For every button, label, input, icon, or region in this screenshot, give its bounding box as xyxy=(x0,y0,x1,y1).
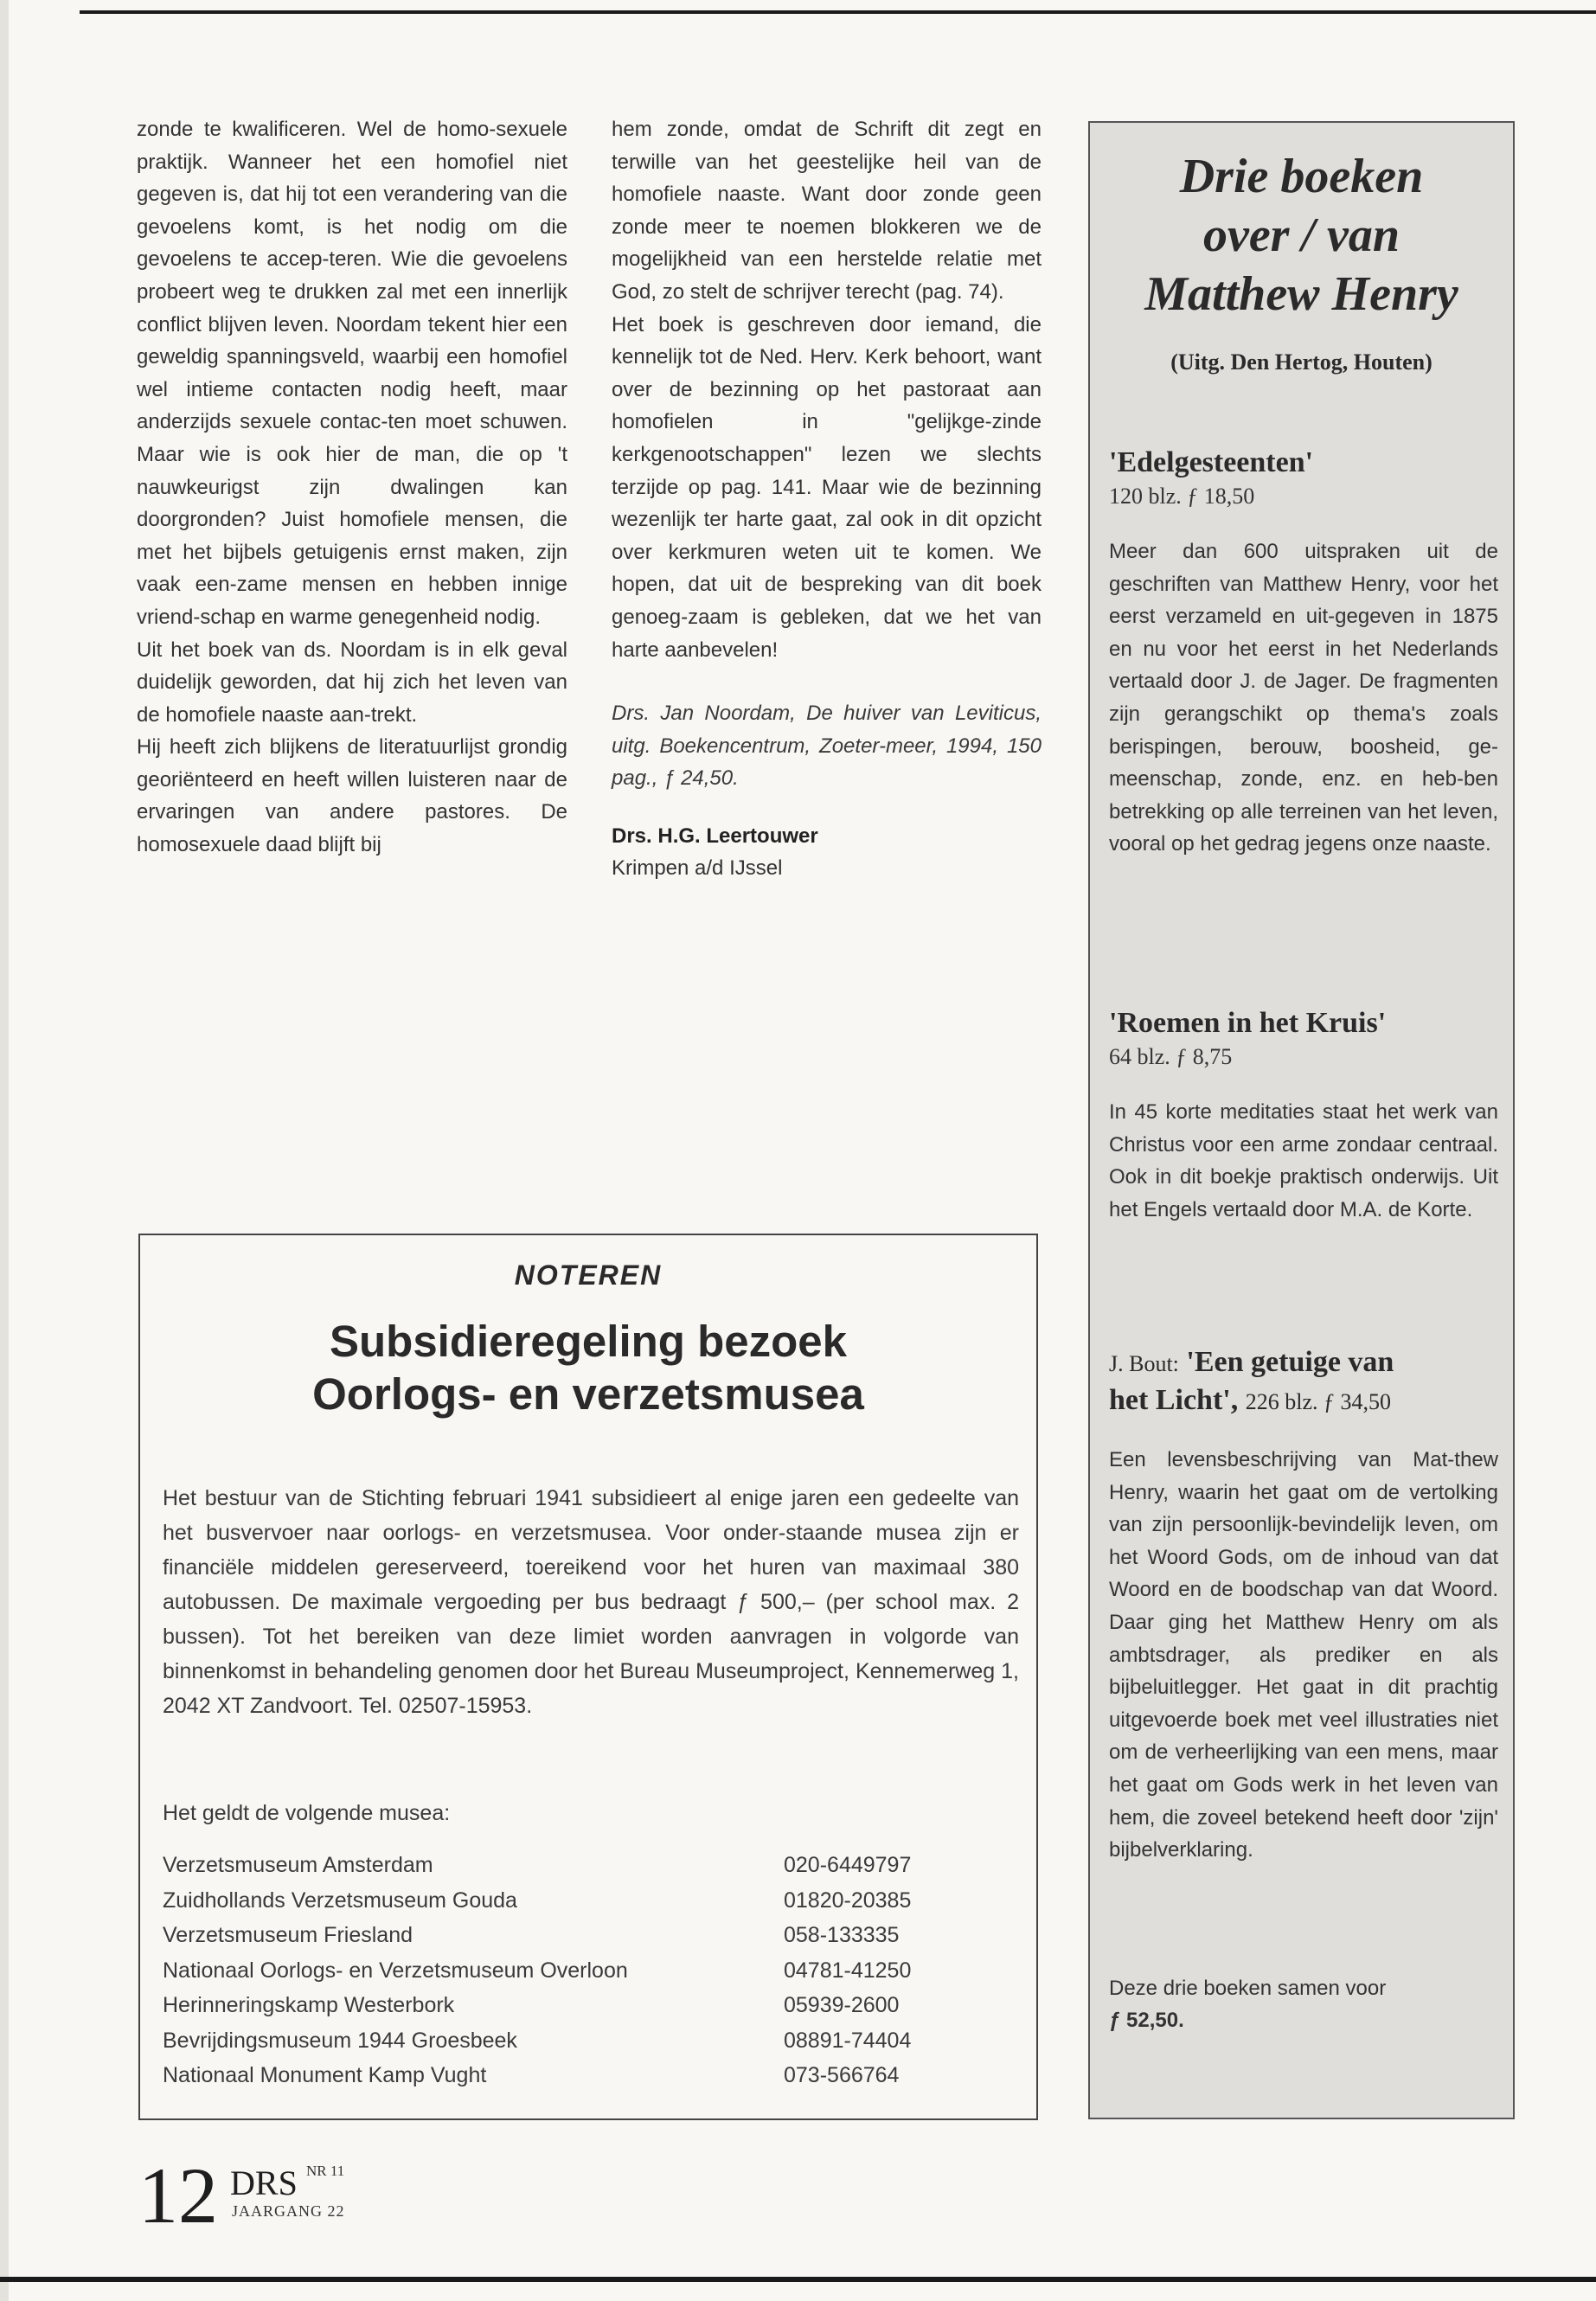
museum-phone: 020-6449797 xyxy=(784,1853,912,1877)
sidebar-title-line-3: Matthew Henry xyxy=(1144,267,1458,321)
page-number: 12 xyxy=(138,2151,218,2240)
book-price: 120 blz. ƒ 18,50 xyxy=(1109,484,1255,509)
page-edge xyxy=(0,0,9,2301)
book-entry xyxy=(1109,1005,1498,1226)
issue-number: NR 11 xyxy=(306,2163,345,2179)
book-sidebar xyxy=(1088,121,1515,2119)
book-entry xyxy=(1109,445,1498,861)
museum-row xyxy=(163,2023,1019,2059)
museum-phone: 01820-20385 xyxy=(784,1888,912,1913)
book-source: Drs. Jan Noordam, De huiver van Leviticus, uitg. Boekencentrum, Zoeter-meer, 1994, 150 pag., ƒ 24,50. xyxy=(612,702,1042,791)
notice-title-line-1: Subsidieregeling bezoek xyxy=(330,1317,847,1366)
review-paragraph: Hij heeft zich blijkens de literatuurlijst grondig georiënteerd en heeft willen luisteren naar de ervaringen van andere pastores. De homosexuele daad blijft bij xyxy=(137,735,567,857)
museum-intro: Het geldt de volgende musea: xyxy=(163,1801,451,1825)
book-title: 'Edelgesteenten' xyxy=(1109,446,1314,478)
museum-phone: 08891-74404 xyxy=(784,2028,912,2053)
book-title: 'Een getuige van xyxy=(1186,1346,1394,1378)
museum-phone: 04781-41250 xyxy=(784,1958,912,1983)
review-column-1 xyxy=(137,113,567,862)
book-price: 64 blz. ƒ 8,75 xyxy=(1109,1044,1233,1069)
museum-name: Bevrijdingsmuseum 1944 Groesbeek xyxy=(163,2028,517,2053)
museum-name: Nationaal Monument Kamp Vught xyxy=(163,2063,487,2087)
museum-row xyxy=(163,2058,1019,2093)
sidebar-publisher: (Uitg. Den Hertog, Houten) xyxy=(1170,349,1433,375)
book-description: Meer dan 600 uitspraken uit de geschriften van Matthew Henry, voor het eerst verzameld en uit-gegeven in 1875 en nu voor het eerst in het Nederlands vertaald door J. de Jager. De fragmenten zijn gerangschikt op thema's zoals berispingen, berouw, boosheid, ge-meenschap, zonde, enz. en heb-ben betrekking op alle terreinen van het leven, vooral op het gedrag jegens onze naaste. xyxy=(1109,540,1498,856)
book-author: J. Bout: xyxy=(1109,1351,1179,1376)
author-place: Krimpen a/d IJssel xyxy=(612,856,783,881)
notice-box xyxy=(138,1234,1038,2120)
museum-phone: 073-566764 xyxy=(784,2063,900,2087)
notice-label: NOTEREN xyxy=(514,1259,663,1291)
top-rule xyxy=(80,10,1596,14)
sidebar-title-line-1: Drie boeken xyxy=(1179,150,1424,203)
notice-title xyxy=(140,1315,1036,1420)
book-title: 'Roemen in het Kruis' xyxy=(1109,1007,1387,1039)
magazine-name: DRS xyxy=(230,2163,298,2202)
review-author: Drs. H.G. Leertouwer xyxy=(612,824,818,848)
book-description: Een levensbeschrijving van Mat-thew Henry, waarin het gaat om de vertolking van zijn persoonlijk-bevindelijk leven, om het Woord Gods, om de inhoud van dat Woord en de boodschap van dat Woord. Daar ging het Matthew Henry om als ambtsdrager, als prediker en als bijbeluitlegger. Het gaat in dit prachtig uitgevoerde boek met veel illustraties niet om de verheerlijking van een mens, maar het gaat om Gods werk in het leven van hem, die zoveel betekend heeft door 'zijn' bijbelverklaring. xyxy=(1109,1448,1498,1862)
review-column-2 xyxy=(612,113,1042,885)
bundle-price: ƒ 52,50. xyxy=(1109,2009,1184,2032)
book-title-block xyxy=(1109,1344,1498,1420)
review-paragraph: Uit het boek van ds. Noordam is in elk geval duidelijk geworden, dat hij zich het leven van de homofiele naaste aan-trekt. xyxy=(137,638,567,727)
museum-row xyxy=(163,1953,1019,1989)
notice-body: Het bestuur van de Stichting februari 1941 subsidieert al enige jaren een gedeelte van het busvervoer naar oorlogs- en verzetsmusea. Voor onder-staande musea zijn er financiële middelen gereserveerd, toereikend voor het huren van maximaal 380 autobussen. De maximale vergoeding per bus bedraagt ƒ 500,– (per school max. 2 bussen). Tot het bereiken van deze limiet worden aanvragen in volgorde van binnenkomst in behandeling genomen door het Bureau Museumproject, Kennemerweg 1, 2042 XT Zandvoort. Tel. 02507-15953. xyxy=(163,1486,1019,1718)
sidebar-title xyxy=(1090,147,1513,324)
book-description: In 45 korte meditaties staat het werk van Christus voor een arme zondaar centraal. Ook in dit boekje praktisch onderwijs. Uit het Engels vertaald door M.A. de Korte. xyxy=(1109,1100,1498,1221)
museum-name: Zuidhollands Verzetsmuseum Gouda xyxy=(163,1888,517,1913)
museum-name: Verzetsmuseum Amsterdam xyxy=(163,1853,433,1877)
museum-row xyxy=(163,1918,1019,1953)
museum-name: Nationaal Oorlogs- en Verzetsmuseum Overloon xyxy=(163,1958,628,1983)
review-paragraph: zonde te kwalificeren. Wel de homo-sexuele praktijk. Wanneer het een homofiel niet gegeven is, dat hij tot een verandering van die gevoelens komt, is het nodig om die gevoelens te accep-teren. Wie die gevoelens probeert weg te drukken zal met een innerlijk conflict blijven leven. Noordam tekent hier een geweldig spanningsveld, waarbij een homofiel wel intieme contacten nodig heeft, maar anderzijds sexuele contac-ten moet schuwen. Maar wie is ook hier de man, die op 't nauwkeurigst zijn dwalingen kan doorgronden? Juist homofiele mensen, die met het bijbels getuigenis ernst maken, zijn vaak een-zame mensen en hebben innige vriend-schap en warme genegenheid nodig. xyxy=(137,118,567,629)
museum-phone: 058-133335 xyxy=(784,1923,900,1947)
review-paragraph: hem zonde, omdat de Schrift dit zegt en terwille van het geestelijke heil van de homofiele naaste. Want door zonde geen zonde meer te noemen blokkeren we de mogelijkheid van een herstelde relatie met God, zo stelt de schrijver terecht (pag. 74). xyxy=(612,118,1042,304)
museum-row xyxy=(163,1848,1019,1883)
book-title: het Licht', xyxy=(1109,1384,1239,1416)
bundle-offer xyxy=(1109,1972,1498,2036)
museum-phone: 05939-2600 xyxy=(784,1993,900,2017)
sidebar-title-line-2: over / van xyxy=(1202,208,1401,262)
museum-list xyxy=(163,1848,1019,2093)
volume-label: JAARGANG 22 xyxy=(232,2202,345,2220)
museum-name: Herinneringskamp Westerbork xyxy=(163,1993,455,2017)
bottom-rule xyxy=(0,2277,1596,2282)
museum-row xyxy=(163,1883,1019,1919)
book-price: 226 blz. ƒ 34,50 xyxy=(1245,1389,1391,1414)
notice-title-line-2: Oorlogs- en verzetsmusea xyxy=(312,1369,864,1419)
museum-name: Verzetsmuseum Friesland xyxy=(163,1923,413,1947)
bundle-label: Deze drie boeken samen voor xyxy=(1109,1977,1387,2000)
museum-row xyxy=(163,1988,1019,2023)
book-entry xyxy=(1109,1344,1498,1867)
review-paragraph: Het boek is geschreven door iemand, die kennelijk tot de Ned. Herv. Kerk behoort, want over de bezinning op het pastoraat aan homofielen in "gelijkge-zinde kerkgenootschappen" lezen we slechts terzijde op pag. 141. Maar wie de bezinning wezenlijk ter harte gaat, zal ook in dit opzicht over kerkmuren weten uit te komen. We hopen, dat uit de bespreking van dit boek genoeg-zaam is gebleken, dat we het van harte aanbevelen! xyxy=(612,312,1042,662)
